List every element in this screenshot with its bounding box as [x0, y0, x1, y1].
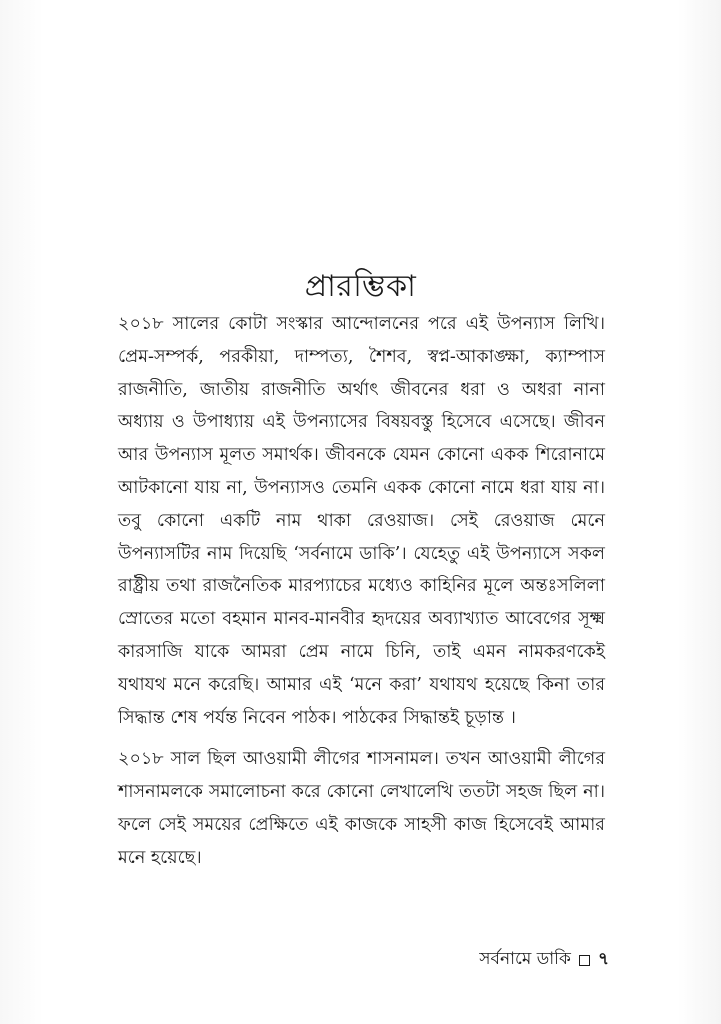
paragraph-1: ২০১৮ সালের কোটা সংস্কার আন্দোলনের পরে এই উপন্যাস লিখি। প্রেম-সম্পর্ক, পরকীয়া, দাম্পত্য, শৈশব, স্বপ্ন-আকাঙ্ক্ষা, ক্যাম্পাস রাজনীতি, জাতীয় রাজনীতি অর্থাৎ জীবনের ধরা ও অধরা নানা অধ্যায় ও উপাধ্যায় এই উপন্যাসের বিষয়বস্তু হিসেবে এসেছে। জীবন আর উপন্যাস মূলত সমার্থক। জীবনকে যেমন কোনো একক শিরোনামে আটকানো যায় না, উপন্যাসও তেমনি একক কোনো নামে ধরা যায় না। তবু কোনো একটি নাম থাকা রেওয়াজ। সেই রেওয়াজ মেনে উপন্যাসটির নাম দিয়েছি ‘সর্বনামে ডাকি’। যেহেতু এই উপন্যাসে সকল রাষ্ট্রীয় তথা রাজনৈতিক মারপ্যাচের মধ্যেও কাহিনির মূলে অন্তঃসলিলা স্রোতের মতো বহমান মানব-মানবীর হৃদয়ের অব্যাখ্যাত আবেগের সূক্ষ্ম কারসাজি যাকে আমরা প্রেম নামে চিনি, তাই এমন নামকরণকেই যথাযথ মনে করেছি। আমার এই ‘মনে করা’ যথাযথ হয়েছে কিনা তার সিদ্ধান্ত শেষ পর্যন্ত নিবেন পাঠক। পাঠকের সিদ্ধান্তই চূড়ান্ত । — [118, 314, 605, 728]
square-separator-icon — [579, 955, 590, 966]
preface-body — [118, 308, 605, 884]
paragraph-2: ২০১৮ সাল ছিল আওয়ামী লীগের শাসনামল। তখন আওয়ামী লীগের শাসনামলকে সমালোচনা করে কোনো লেখালেখি ততটা সহজ ছিল না। ফলে সেই সময়ের প্রেক্ষিতে এই কাজকে সাহসী কাজ হিসেবেই আমার মনে হয়েছে। — [118, 749, 605, 868]
page-title: প্রারম্ভিকা — [304, 269, 417, 305]
page-footer — [479, 946, 609, 974]
page-number: ৭ — [597, 949, 609, 969]
running-book-title: সর্বনামে ডাকি — [479, 949, 571, 969]
